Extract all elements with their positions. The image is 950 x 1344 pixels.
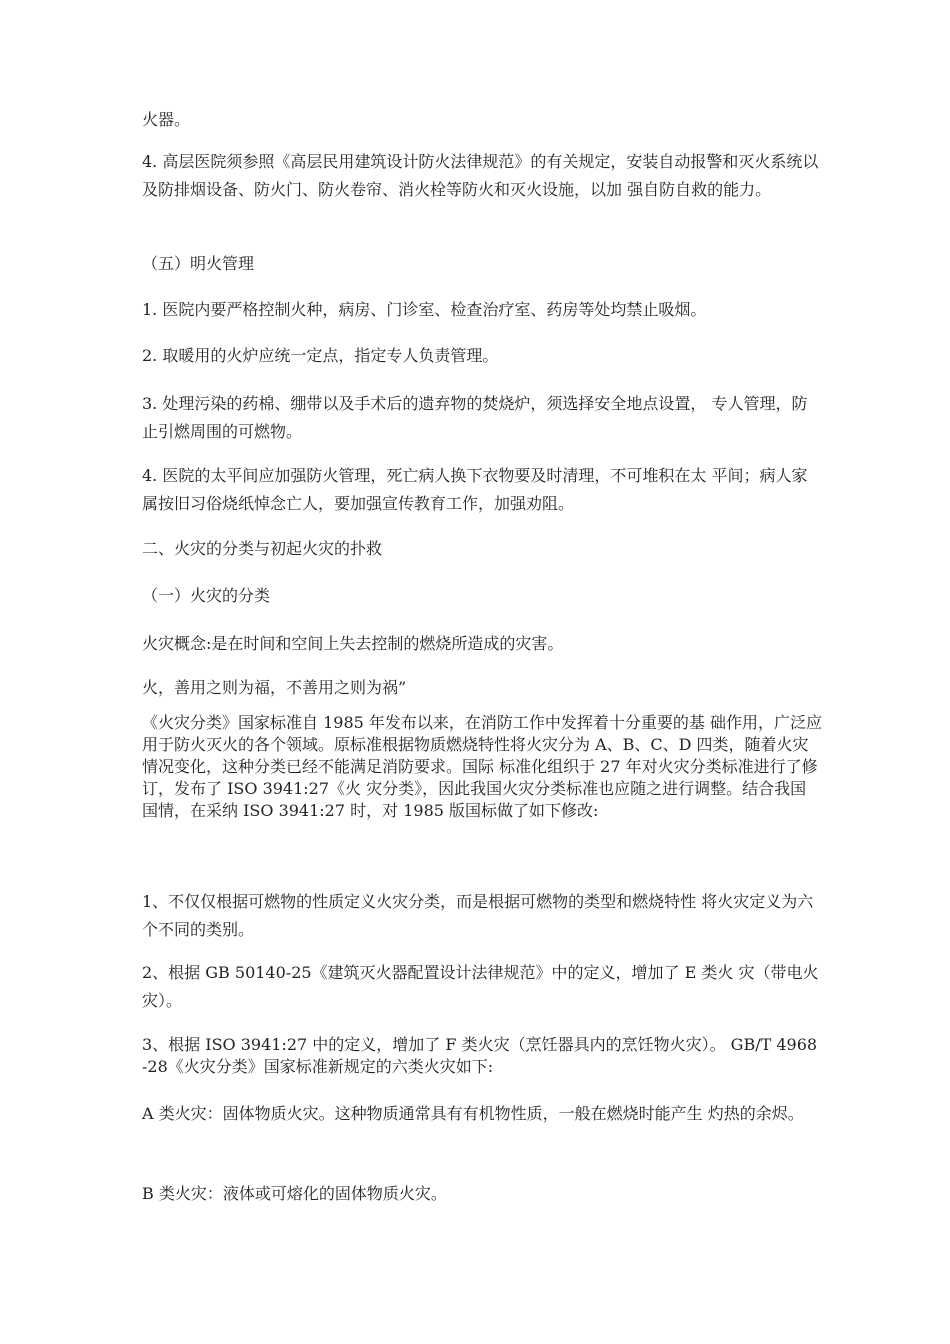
heading-fire-classification-section: 二、火灾的分类与初起火灾的扑救 (142, 539, 383, 558)
paragraph-modification-1: 1、不仅仅根据可燃物的性质定义火灾分类，而是根据可燃物的类型和燃烧特性 将火灾定义为六个不同的类别。 (142, 892, 814, 939)
paragraph-standard-history: 《火灾分类》国家标准自 1985 年发布以来，在消防工作中发挥着十分重要的基 础作用，广泛应用于防火灭火的各个领域。原标准根据物质燃烧特性将火灾分为 A、B、C、D 四类，随着火灾情况变化，这种分类已经不能满足消防要求。国际 标准化组织于 27 年对火灾分类标准进行了修订，发布了 ISO 3941:27《火 灾分类》，因此我国火灾分类标准也应随之进行调整。结合我国国情，在采纳 ISO 3941:27 时，对 1985 版国标做了如下修改: (142, 713, 822, 820)
paragraph-modification-2: 2、根据 GB 50140-25《建筑灭火器配置设计法律规范》中的定义，增加了 E 类火 灾（带电火灾）。 (142, 963, 819, 1010)
paragraph-fire-concept: 火灾概念:是在时间和空间上失去控制的燃烧所造成的灾害。 (142, 634, 564, 653)
heading-fire-classification: （一）火灾的分类 (142, 586, 271, 605)
heading-open-fire-management: （五）明火管理 (142, 254, 255, 273)
paragraph-heating-stove: 2. 取暖用的火炉应统一定点，指定专人负责管理。 (142, 346, 499, 365)
paragraph-fire-extinguisher-end: 火器。 (142, 110, 191, 129)
paragraph-smoking-control: 1. 医院内要严格控制火种，病房、门诊室、检查治疗室、药房等处均禁止吸烟。 (142, 300, 707, 319)
paragraph-class-b-fire: B 类火灾：液体或可熔化的固体物质火灾。 (142, 1184, 447, 1203)
paragraph-highrise-hospital: 4. 高层医院须参照《高层民用建筑设计防火法律规范》的有关规定，安装自动报警和灭火系统以及防排烟设备、防火门、防火卷帘、消火栓等防火和灭火设施，以加 强自防自救的能力。 (142, 152, 819, 199)
paragraph-fire-quote: 火，善用之则为福，不善用之则为祸” (142, 678, 407, 697)
paragraph-incinerator: 3. 处理污染的药棉、绷带以及手术后的遗弃物的焚烧炉，须选择安全地点设置， 专人管理，防止引燃周围的可燃物。 (142, 394, 808, 441)
paragraph-class-a-fire: A 类火灾：固体物质火灾。这种物质通常具有有机物性质，一般在燃烧时能产生 灼热的余烬。 (142, 1104, 804, 1123)
paragraph-mortuary: 4. 医院的太平间应加强防火管理，死亡病人换下衣物要及时清理，不可堆积在太 平间；病人家属按旧习俗烧纸悼念亡人，要加强宣传教育工作，加强劝阻。 (142, 466, 808, 513)
paragraph-modification-3: 3、根据 ISO 3941:27 中的定义，增加了 F 类火灾（烹饪器具内的烹饪物火灾）。 GB/T 4968-28《火灾分类》国家标准新规定的六类火灾如下: (142, 1035, 818, 1076)
